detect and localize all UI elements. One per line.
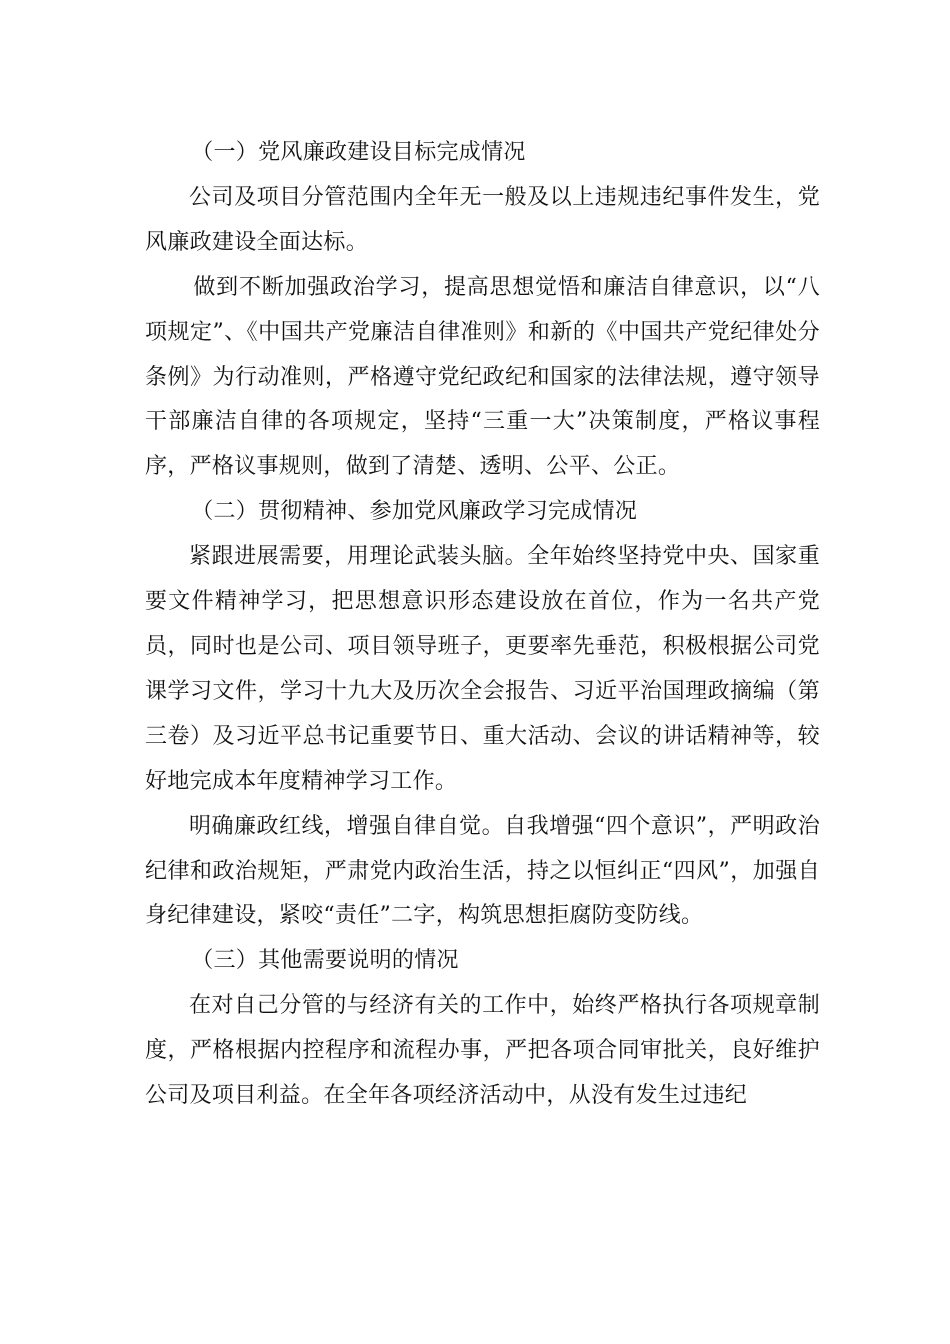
paragraph-economic-work: 在对自己分管的与经济有关的工作中，始终严格执行各项规章制度，严格根据内控程序和流程办事，严把各项合同审批关，良好维护公司及项目利益。在全年各项经济活动中，从没有发生过违纪 xyxy=(145,993,820,1109)
paragraph-goal-result: 公司及项目分管范围内全年无一般及以上违规违纪事件发生，党风廉政建设全面达标。 xyxy=(145,184,820,255)
paragraph-political-study: 做到不断加强政治学习，提高思想觉悟和廉洁自律意识，以“八项规定”、《中国共产党廉洁自律准则》和新的《中国共产党纪律处分条例》为行动准则，严格遵守党纪政纪和国家的法律法规，遵守领导干部廉洁自律的各项规定，坚持“三重一大”决策制度，严格议事程序，严格议事规则，做到了清楚、透明、公平、公正。 xyxy=(145,274,820,480)
paragraph-discipline: 明确廉政红线，增强自律自觉。自我增强“四个意识”，严明政治纪律和政治规矩，严肃党内政治生活，持之以恒纠正“四风”，加强自身纪律建设，紧咬“责任”二字，构筑思想拒腐防变防线。 xyxy=(145,813,820,929)
document-page xyxy=(145,131,820,1119)
section-heading-2: （二）贯彻精神、参加党风廉政学习完成情况 xyxy=(191,499,638,525)
section-heading-3: （三）其他需要说明的情况 xyxy=(191,948,459,974)
paragraph-theory-study: 紧跟进展需要，用理论武装头脑。全年始终坚持党中央、国家重要文件精神学习，把思想意识形态建设放在首位，作为一名共产党员，同时也是公司、项目领导班子，更要率先垂范，积极根据公司党课学习文件，学习十九大及历次全会报告、习近平治国理政摘编（第三卷）及习近平总书记重要节日、重大活动、会议的讲话精神等，较好地完成本年度精神学习工作。 xyxy=(145,544,820,794)
section-heading-1: （一）党风廉政建设目标完成情况 xyxy=(191,140,526,165)
